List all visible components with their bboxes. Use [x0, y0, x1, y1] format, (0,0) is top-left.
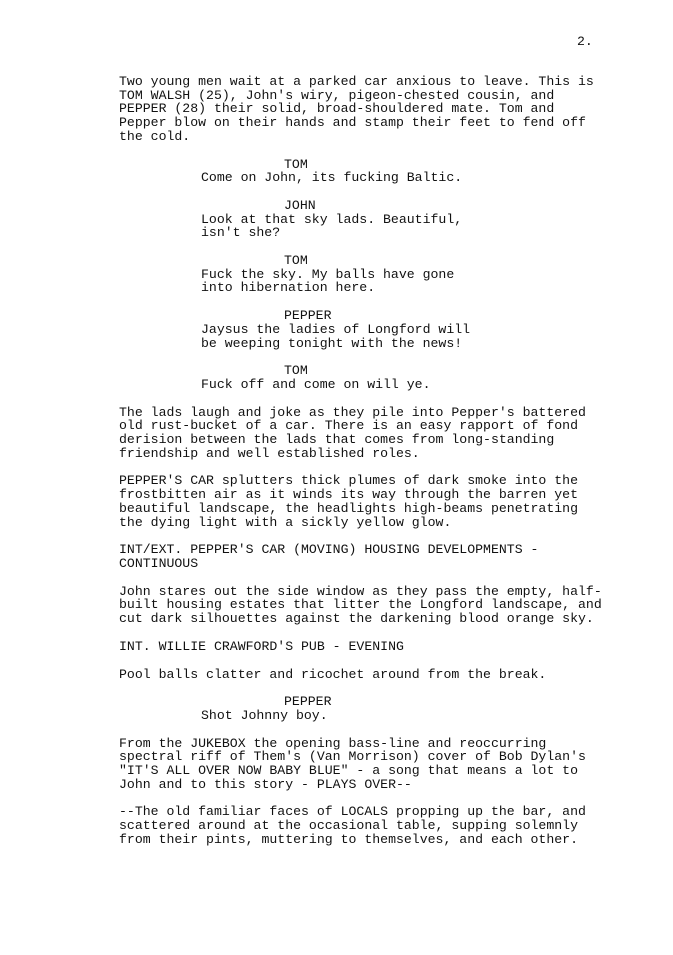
dialogue-block [119, 254, 619, 295]
dialogue-line: Shot Johnny boy. [201, 707, 328, 723]
dialogue-line: Come on John, its fucking Baltic. [201, 170, 463, 186]
action-paragraph: Two young men wait at a parked car anxious to leave. This is TOM WALSH (25), John's wiry, pigeon-chested cousin, and PEPPER (28) their solid, broad-shouldered mate. Tom and Pepper blow on their hands and stamp their feet to fend off the cold. [119, 74, 594, 144]
dialogue-block [119, 309, 619, 350]
dialogue-block [119, 695, 619, 722]
character-name: TOM [284, 156, 308, 172]
screenplay-body [119, 75, 619, 861]
dialogue-block [119, 158, 619, 185]
action-paragraph: From the JUKEBOX the opening bass-line and reoccurring spectral riff of Them's (Van Morrison) cover of Bob Dylan's "IT'S ALL OVER NOW BABY BLUE" - a song that means a lot to John and to this story - PLAYS OVER-- [119, 735, 586, 792]
dialogue-block [119, 364, 619, 391]
character-name: TOM [284, 363, 308, 379]
action-paragraph: The lads laugh and joke as they pile into Pepper's battered old rust-bucket of a car. There is an easy rapport of fond derision between the lads that comes from long-standing friendship and well established roles. [119, 404, 586, 461]
dialogue-line: Look at that sky lads. Beautiful, isn't she? [201, 211, 463, 241]
scene-heading: INT. WILLIE CRAWFORD'S PUB - EVENING [119, 638, 404, 654]
character-name: PEPPER [284, 694, 332, 710]
dialogue-block [119, 199, 619, 240]
action-paragraph: --The old familiar faces of LOCALS propping up the bar, and scattered around at the occasional table, supping solemnly from their pints, muttering to themselves, and each other. [119, 804, 586, 847]
action-paragraph: PEPPER'S CAR splutters thick plumes of dark smoke into the frostbitten air as it winds its way through the barren yet beautiful landscape, the headlights high-beams penetrating the dying light with a sickly yellow glow. [119, 473, 578, 530]
dialogue-line: Jaysus the ladies of Longford will be weeping tonight with the news! [201, 321, 471, 351]
character-name: PEPPER [284, 308, 332, 324]
page-number: 2. [577, 34, 593, 49]
scene-heading: INT/EXT. PEPPER'S CAR (MOVING) HOUSING DEVELOPMENTS - CONTINUOUS [119, 542, 539, 571]
action-paragraph: Pool balls clatter and ricochet around from the break. [119, 666, 547, 682]
action-paragraph: John stares out the side window as they pass the empty, half- built housing estates that litter the Longford landscape, and cut dark silhouettes against the darkening blood orange sky. [119, 583, 602, 627]
character-name: JOHN [284, 197, 316, 213]
character-name: TOM [284, 253, 308, 269]
dialogue-line: Fuck the sky. My balls have gone into hibernation here. [201, 266, 455, 296]
dialogue-line: Fuck off and come on will ye. [201, 376, 431, 392]
